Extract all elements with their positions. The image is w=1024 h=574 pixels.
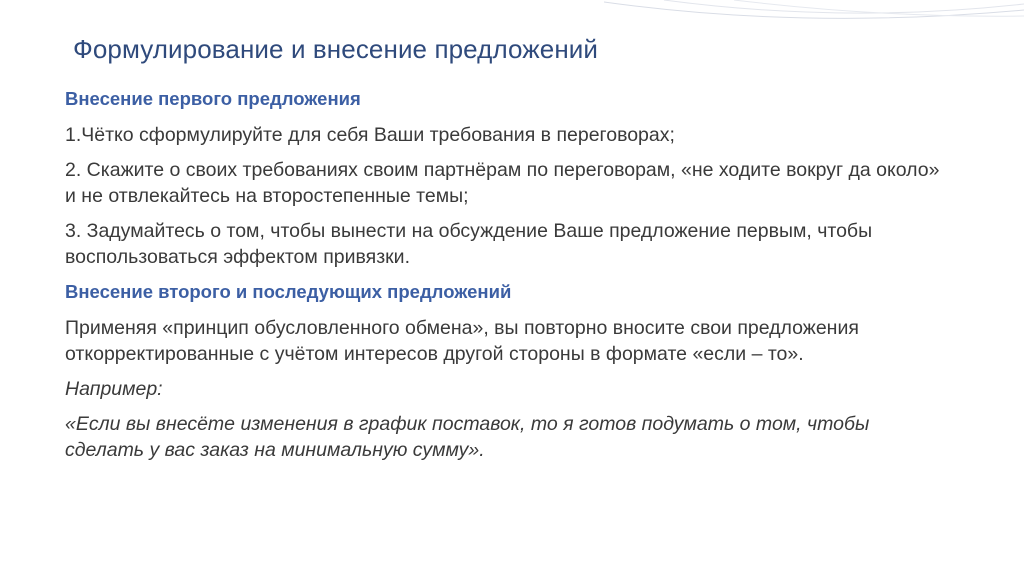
slide-body [65,86,945,472]
list-item: 1.Чётко сформулируйте для себя Ваши требования в переговорах; [65,124,675,146]
list-item: 3. Задумайтесь о том, чтобы вынести на обсуждение Ваше предложение первым, чтобы воспользоваться эффектом привязки. [65,220,873,268]
section-text: Применяя «принцип обусловленного обмена», вы повторно вносите свои предложения откорректированные с учётом интересов другой стороны в формате «если – то». [65,317,859,365]
section-heading-first-proposal: Внесение первого предложения [65,88,361,109]
example-quote: «Если вы внесёте изменения в график поставок, то я готов подумать о том, чтобы сделать у вас заказ на минимальную сумму». [65,413,870,461]
section-heading-subsequent-proposals: Внесение второго и последующих предложений [65,281,512,302]
list-item: 2. Скажите о своих требованиях своим партнёрам по переговорам, «не ходите вокруг да около» и не отвлекайтесь на второстепенные темы; [65,159,940,207]
slide-title: Формулирование и внесение предложений [73,34,599,64]
decorative-lines [604,0,1024,32]
example-label: Например: [65,378,163,400]
